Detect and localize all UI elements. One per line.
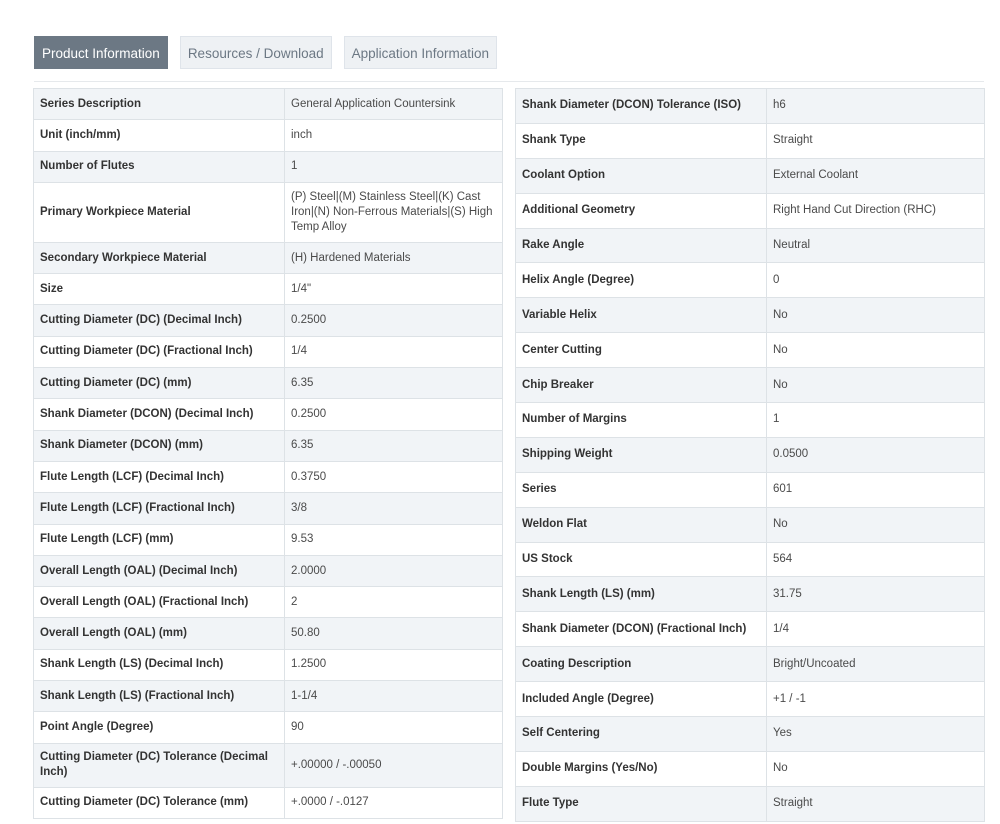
spec-value: +1 / -1 <box>767 682 985 717</box>
spec-label: Rake Angle <box>516 228 767 263</box>
spec-row <box>34 787 503 818</box>
spec-label: Chip Breaker <box>516 368 767 403</box>
spec-row <box>34 712 503 743</box>
spec-row <box>516 647 985 682</box>
spec-label: Secondary Workpiece Material <box>34 242 285 273</box>
spec-label: Weldon Flat <box>516 507 767 542</box>
spec-value: 1-1/4 <box>285 681 503 712</box>
spec-label: US Stock <box>516 542 767 577</box>
spec-value: 6.35 <box>285 430 503 461</box>
spec-value: 50.80 <box>285 618 503 649</box>
spec-row <box>516 89 985 124</box>
spec-label: Number of Flutes <box>34 151 285 182</box>
spec-value: 0.0500 <box>767 437 985 472</box>
spec-label: Shank Type <box>516 123 767 158</box>
spec-label: Overall Length (OAL) (mm) <box>34 618 285 649</box>
spec-value: +.0000 / -.0127 <box>285 787 503 818</box>
spec-label: Overall Length (OAL) (Fractional Inch) <box>34 587 285 618</box>
spec-row <box>516 472 985 507</box>
spec-row <box>34 242 503 273</box>
spec-row <box>516 717 985 752</box>
spec-value: 90 <box>285 712 503 743</box>
spec-row <box>34 151 503 182</box>
spec-label: Flute Length (LCF) (Fractional Inch) <box>34 493 285 524</box>
spec-row <box>516 786 985 821</box>
spec-value: 1/4 <box>285 336 503 367</box>
spec-value: 31.75 <box>767 577 985 612</box>
spec-value: Straight <box>767 786 985 821</box>
spec-label: Double Margins (Yes/No) <box>516 751 767 786</box>
spec-row <box>34 368 503 399</box>
spec-label: Cutting Diameter (DC) (Decimal Inch) <box>34 305 285 336</box>
tab-resources-download[interactable]: Resources / Download <box>180 36 332 69</box>
spec-label: Self Centering <box>516 717 767 752</box>
spec-value: 1 <box>285 151 503 182</box>
spec-label: Point Angle (Degree) <box>34 712 285 743</box>
spec-row <box>34 587 503 618</box>
spec-row <box>516 228 985 263</box>
spec-value: 1/4" <box>285 274 503 305</box>
spec-row <box>34 461 503 492</box>
spec-value: General Application Countersink <box>285 89 503 120</box>
spec-value: 1 <box>767 403 985 438</box>
tab-bar <box>34 36 497 69</box>
spec-row <box>516 437 985 472</box>
spec-label: Size <box>34 274 285 305</box>
spec-value: No <box>767 333 985 368</box>
tab-product-information[interactable]: Product Information <box>34 36 168 69</box>
spec-row <box>34 89 503 120</box>
spec-row <box>34 399 503 430</box>
spec-row <box>34 743 503 787</box>
spec-row <box>34 336 503 367</box>
spec-label: Shank Diameter (DCON) (mm) <box>34 430 285 461</box>
spec-row <box>516 751 985 786</box>
spec-value: 0.2500 <box>285 305 503 336</box>
spec-label: Helix Angle (Degree) <box>516 263 767 298</box>
spec-label: Shank Diameter (DCON) (Fractional Inch) <box>516 612 767 647</box>
spec-value: 6.35 <box>285 368 503 399</box>
spec-value: External Coolant <box>767 158 985 193</box>
spec-label: Unit (inch/mm) <box>34 120 285 151</box>
spec-label: Shank Diameter (DCON) Tolerance (ISO) <box>516 89 767 124</box>
spec-value: Yes <box>767 717 985 752</box>
spec-row <box>34 305 503 336</box>
spec-value: (H) Hardened Materials <box>285 242 503 273</box>
tab-application-information[interactable]: Application Information <box>344 36 497 69</box>
spec-row <box>516 682 985 717</box>
spec-label: Shank Diameter (DCON) (Decimal Inch) <box>34 399 285 430</box>
spec-label: Series Description <box>34 89 285 120</box>
spec-row <box>34 430 503 461</box>
spec-value: h6 <box>767 89 985 124</box>
spec-row <box>34 182 503 242</box>
spec-label: Shank Length (LS) (mm) <box>516 577 767 612</box>
spec-row <box>34 524 503 555</box>
spec-row <box>34 493 503 524</box>
spec-value: Right Hand Cut Direction (RHC) <box>767 193 985 228</box>
spec-row <box>516 123 985 158</box>
spec-label: Included Angle (Degree) <box>516 682 767 717</box>
spec-value: No <box>767 368 985 403</box>
spec-value: 601 <box>767 472 985 507</box>
spec-value: inch <box>285 120 503 151</box>
spec-row <box>34 555 503 586</box>
spec-value: 2 <box>285 587 503 618</box>
spec-value: 0 <box>767 263 985 298</box>
spec-value: 9.53 <box>285 524 503 555</box>
spec-value: Neutral <box>767 228 985 263</box>
spec-row <box>34 649 503 680</box>
spec-value: No <box>767 507 985 542</box>
spec-label: Center Cutting <box>516 333 767 368</box>
spec-label: Overall Length (OAL) (Decimal Inch) <box>34 555 285 586</box>
spec-row <box>516 263 985 298</box>
spec-row <box>34 618 503 649</box>
spec-value: No <box>767 751 985 786</box>
spec-value: 1.2500 <box>285 649 503 680</box>
spec-value: Bright/Uncoated <box>767 647 985 682</box>
spec-value: +.00000 / -.00050 <box>285 743 503 787</box>
spec-label: Shipping Weight <box>516 437 767 472</box>
spec-value: (P) Steel|(M) Stainless Steel|(K) Cast Iron|(N) Non-Ferrous Materials|(S) High Temp Alloy <box>285 182 503 242</box>
spec-label: Coating Description <box>516 647 767 682</box>
spec-label: Primary Workpiece Material <box>34 182 285 242</box>
spec-row <box>516 158 985 193</box>
spec-row <box>516 403 985 438</box>
spec-value: 564 <box>767 542 985 577</box>
spec-row <box>516 368 985 403</box>
spec-label: Cutting Diameter (DC) Tolerance (mm) <box>34 787 285 818</box>
spec-value: Straight <box>767 123 985 158</box>
spec-label: Coolant Option <box>516 158 767 193</box>
spec-label: Flute Length (LCF) (mm) <box>34 524 285 555</box>
spec-row <box>34 120 503 151</box>
spec-value: 3/8 <box>285 493 503 524</box>
spec-label: Series <box>516 472 767 507</box>
spec-row <box>34 274 503 305</box>
spec-row <box>516 577 985 612</box>
spec-row <box>516 507 985 542</box>
spec-value: 0.3750 <box>285 461 503 492</box>
spec-label: Shank Length (LS) (Fractional Inch) <box>34 681 285 712</box>
spec-row <box>516 193 985 228</box>
spec-label: Flute Type <box>516 786 767 821</box>
spec-value: 2.0000 <box>285 555 503 586</box>
spec-table-right <box>515 88 985 822</box>
spec-value: 0.2500 <box>285 399 503 430</box>
spec-label: Cutting Diameter (DC) Tolerance (Decimal Inch) <box>34 743 285 787</box>
spec-value: 1/4 <box>767 612 985 647</box>
spec-label: Shank Length (LS) (Decimal Inch) <box>34 649 285 680</box>
spec-table-left <box>33 88 503 819</box>
spec-row <box>516 333 985 368</box>
spec-label: Additional Geometry <box>516 193 767 228</box>
tab-divider <box>34 81 984 82</box>
spec-row <box>516 612 985 647</box>
spec-row <box>34 681 503 712</box>
spec-label: Variable Helix <box>516 298 767 333</box>
spec-value: No <box>767 298 985 333</box>
spec-row <box>516 542 985 577</box>
spec-label: Cutting Diameter (DC) (mm) <box>34 368 285 399</box>
spec-label: Flute Length (LCF) (Decimal Inch) <box>34 461 285 492</box>
spec-row <box>516 298 985 333</box>
spec-label: Cutting Diameter (DC) (Fractional Inch) <box>34 336 285 367</box>
spec-label: Number of Margins <box>516 403 767 438</box>
